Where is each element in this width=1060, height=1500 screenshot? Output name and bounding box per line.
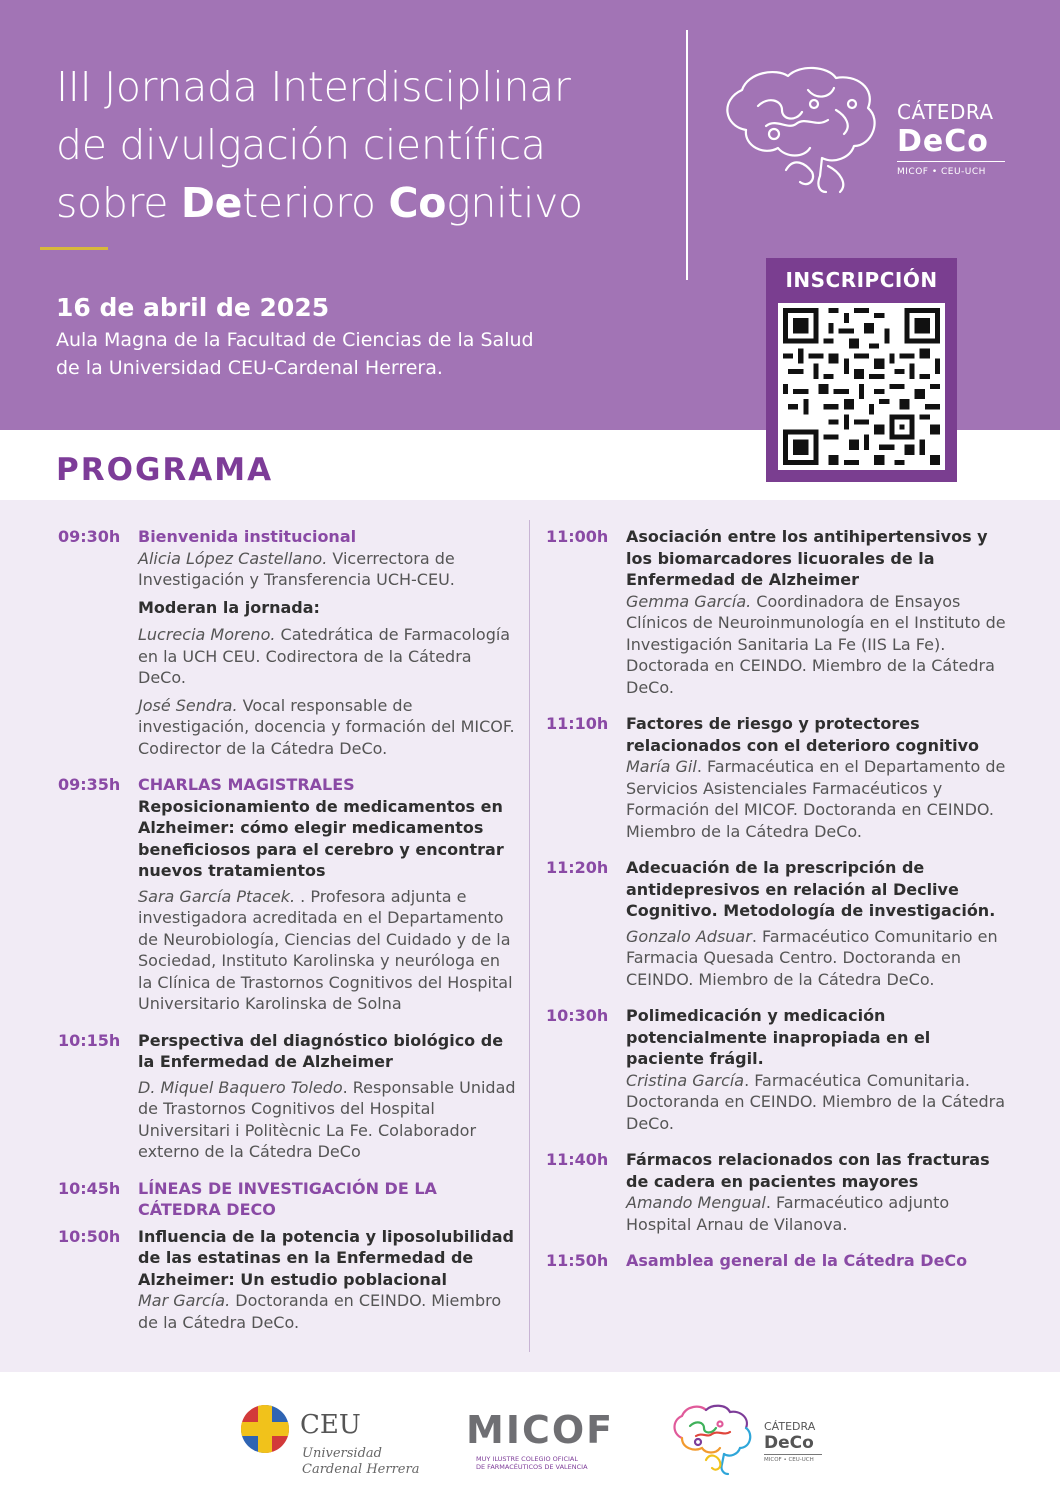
item-time: 10:45h <box>58 1178 121 1198</box>
speaker-name: Gonzalo Adsuar <box>626 926 752 946</box>
moderators-heading: Moderan la jornada: <box>138 597 320 617</box>
program-item-1100 <box>546 526 1016 698</box>
program-item-1140 <box>546 1149 1016 1235</box>
program-column-right <box>546 526 1016 1272</box>
inscripcion-label: INSCRIPCIÓN <box>785 268 938 292</box>
programa-heading: PROGRAMA <box>56 452 274 488</box>
program-item-1110 <box>546 713 1016 842</box>
item-title: Reposicionamiento de medicamentos en Alzheimer: cómo elegir medicamentos beneficiosos para el cerebro y encontrar nuevos tratamientos <box>138 796 504 880</box>
speaker-name: Gemma García. <box>626 591 752 611</box>
item-time: 11:50h <box>546 1251 609 1270</box>
logo-underline <box>897 161 1005 162</box>
speaker-name: Cristina García <box>626 1070 745 1090</box>
title-bold-de: De <box>180 179 243 227</box>
item-title: Asociación entre los antihipertensivos y los biomarcadores licuorales de la Enfermedad de Alzheimer <box>626 527 988 589</box>
program-item-1030 <box>546 1005 1016 1134</box>
item-speaker <box>138 695 518 760</box>
speaker-desc: Catedrática de Farmacología en la UCH CEU. Codirectora de la Cátedra DeCo. <box>138 625 511 687</box>
deco-footer-deco: DeCo <box>764 1433 814 1453</box>
speaker-name: Mar García. <box>138 1291 231 1310</box>
speaker-desc: . Profesora adjunta e investigadora acreditada en el Departamento de Neurobiología, Ciencias del Cuidado y de la Sociedad, Instituto Karolinska y neuróloga en la Clínica de Trastornos Cognitivos del Hospital Universitario Karolinska de Solna <box>138 886 513 1013</box>
item-time: 11:20h <box>546 858 609 877</box>
brain-icon <box>716 60 886 200</box>
program-item-1150 <box>546 1250 1016 1272</box>
item-speaker <box>138 624 518 689</box>
speaker-desc: Coordinadora de Ensayos Clínicos de Neuroinmunología en el Instituto de Investigación Sanitaria La Fe (IIS La Fe). Doctorada en CEINDO. Miembro de la Cátedra DeCo. <box>626 591 1006 697</box>
qr-code-icon[interactable] <box>778 303 945 470</box>
program-item-0930 <box>58 526 528 759</box>
ceu-logo <box>240 1402 440 1482</box>
item-title: Influencia de la potencia y liposolubilidad de las estatinas en la Enfermedad de Alzheimer: Un estudio poblacional <box>138 1226 514 1289</box>
deco-footer-underline <box>764 1454 822 1455</box>
item-time: 10:50h <box>58 1226 121 1246</box>
title-bold-co: Co <box>388 179 447 227</box>
event-place <box>56 326 656 382</box>
item-speaker <box>626 1070 1010 1135</box>
gold-divider <box>40 247 108 250</box>
speaker-name: Alicia López Castellano. <box>138 548 328 568</box>
speaker-desc: . Farmacéutico adjunto Hospital Arnau de Vilanova. <box>626 1193 950 1234</box>
program-item-0935 <box>58 774 528 1015</box>
place-line-2: de la Universidad CEU-Cardenal Herrera. <box>56 357 443 379</box>
speaker-name: Sara García Ptacek. <box>138 886 296 906</box>
ceu-subtext <box>302 1446 419 1478</box>
speaker-desc: Doctoranda en CEINDO. Miembro de la Cátedra DeCo. <box>138 1291 502 1332</box>
colored-brain-icon <box>668 1402 758 1478</box>
micof-text: MICOF <box>466 1408 615 1452</box>
item-speaker <box>138 548 518 591</box>
micof-logo <box>466 1408 616 1478</box>
program-item-1050 <box>58 1226 528 1334</box>
vertical-divider <box>686 30 688 280</box>
item-speaker <box>626 1192 1010 1235</box>
item-title: Adecuación de la prescripción de antidepresivos en relación al Declive Cognitivo. Metodología de investigación. <box>626 858 996 920</box>
title-word-terioro: terioro <box>242 179 389 227</box>
item-speaker <box>138 1290 518 1333</box>
section-title: LÍNEAS DE INVESTIGACIÓN DE LA CÁTEDRA DECO <box>138 1178 437 1219</box>
item-title: Factores de riesgo y protectores relacionados con el deterioro cognitivo <box>626 714 980 755</box>
item-time: 11:10h <box>546 714 609 733</box>
deco-footer-catedra: CÁTEDRA <box>764 1420 816 1433</box>
item-speaker <box>626 756 1010 842</box>
item-speaker <box>626 926 1010 991</box>
place-line-1: Aula Magna de la Facultad de Ciencias de la Salud <box>56 329 534 351</box>
footer-logos <box>0 1380 1060 1500</box>
micof-subtext <box>476 1455 588 1471</box>
title-word-gnitivo: gnitivo <box>446 179 583 227</box>
speaker-name: María Gil <box>626 757 697 776</box>
ceu-sub-line-1: Universidad <box>302 1446 382 1461</box>
speaker-name: José Sendra. <box>138 695 238 715</box>
item-time: 09:30h <box>58 527 121 546</box>
item-time: 11:00h <box>546 527 609 546</box>
ceu-sub-line-2: Cardenal Herrera <box>302 1462 420 1477</box>
item-time: 10:30h <box>546 1006 609 1025</box>
item-title: Polimedicación y medicación potencialmente inapropiada en el paciente frágil. <box>626 1006 931 1068</box>
section-title: CHARLAS MAGISTRALES <box>138 775 355 794</box>
speaker-desc: Vicerrectora de Investigación y Transferencia UCH-CEU. <box>138 548 455 589</box>
section-title: Asamblea general de la Cátedra DeCo <box>626 1251 968 1270</box>
speaker-desc: . Farmacéutica Comunitaria. Doctoranda en CEINDO. Miembro de la Cátedra DeCo. <box>626 1070 1006 1133</box>
item-time: 11:40h <box>546 1150 609 1169</box>
column-divider <box>529 520 530 1352</box>
speaker-name: Lucrecia Moreno. <box>138 625 276 644</box>
item-speaker <box>138 1077 518 1163</box>
program-item-1120 <box>546 857 1016 990</box>
title-line-1: III Jornada Interdisciplinar <box>56 63 571 111</box>
item-speaker <box>626 591 1010 699</box>
item-title: Fármacos relacionados con las fracturas de cadera en pacientes mayores <box>626 1150 990 1191</box>
item-time: 09:35h <box>58 775 121 794</box>
item-title: Bienvenida institucional <box>138 527 357 546</box>
deco-footer-sub: MICOF • CEU-UCH <box>764 1457 814 1463</box>
speaker-desc: . Farmacéutico Comunitario en Farmacia Quesada Centro. Doctoranda en CEINDO. Miembro de la Cátedra DeCo. <box>626 926 998 989</box>
ceu-cross-icon <box>240 1404 290 1454</box>
speaker-desc: . Responsable Unidad de Trastornos Cognitivos del Hospital Universitari i Politècnic La Fe. Colaborador externo de la Cátedra DeCo <box>138 1077 516 1161</box>
title-line-2: de divulgación científica <box>56 121 546 169</box>
item-title: Perspectiva del diagnóstico biológico de la Enfermedad de Alzheimer <box>138 1030 504 1071</box>
ceu-text: CEU <box>300 1410 361 1440</box>
logo-catedra-text: CÁTEDRA <box>897 100 994 124</box>
title-word-sobre: sobre <box>56 179 181 227</box>
logo-sub-text: MICOF • CEU-UCH <box>897 167 986 177</box>
event-date: 16 de abril de 2025 <box>56 293 330 322</box>
micof-sub-line-2: DE FARMACÉUTICOS DE VALENCIA <box>476 1463 588 1471</box>
item-time: 10:15h <box>58 1030 121 1050</box>
speaker-desc: Vocal responsable de investigación, docencia y formación del MICOF. Codirector de la Cátedra DeCo. <box>138 695 515 758</box>
program-item-1045 <box>58 1178 528 1221</box>
inscripcion-box[interactable] <box>766 258 957 482</box>
logo-deco-text: DeCo <box>897 124 989 159</box>
catedra-deco-logo <box>716 60 1016 200</box>
title-line-3 <box>56 174 676 232</box>
program-item-1015 <box>58 1030 528 1163</box>
speaker-name: D. Miquel Baquero Toledo <box>138 1077 343 1097</box>
item-speaker <box>138 886 518 1015</box>
event-title <box>56 58 676 232</box>
micof-sub-line-1: MUY ILUSTRE COLEGIO OFICIAL <box>476 1455 578 1463</box>
deco-footer-logo <box>668 1402 848 1482</box>
speaker-desc: . Farmacéutica en el Departamento de Servicios Asistenciales Farmacéuticos y Formación del MICOF. Doctoranda en CEINDO. Miembro de la Cátedra DeCo. <box>626 757 1006 841</box>
program-column-left <box>58 526 528 1333</box>
speaker-name: Amando Mengual <box>626 1193 766 1212</box>
